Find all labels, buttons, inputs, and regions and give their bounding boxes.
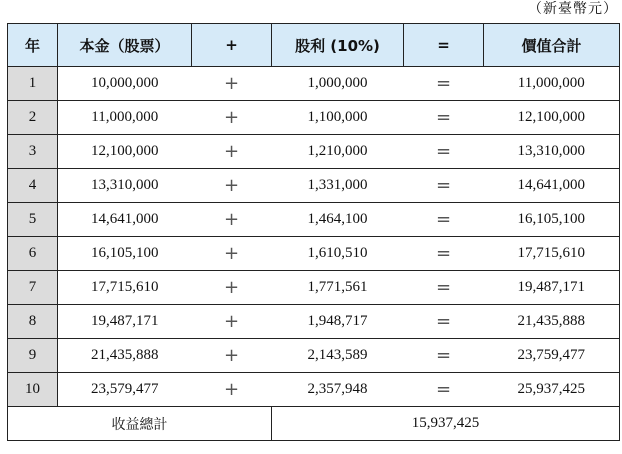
summary-value: 15,937,425 [272,407,620,441]
plus-sign: + [192,237,272,271]
year-cell: 5 [8,203,58,237]
plus-sign: + [192,271,272,305]
principal-cell: 12,100,000 [58,135,192,169]
header-principal: 本金（股票） [58,24,192,67]
table-row [8,169,620,203]
principal-cell: 23,579,477 [58,373,192,407]
plus-sign: + [192,339,272,373]
header-plus: + [192,24,272,67]
plus-sign: + [192,67,272,101]
table-row [8,339,620,373]
plus-sign: + [192,135,272,169]
equals-sign: = [404,169,484,203]
plus-sign: + [192,305,272,339]
table-row [8,373,620,407]
dividend-cell: 2,357,948 [272,373,404,407]
equals-sign: = [404,237,484,271]
equals-sign: = [404,67,484,101]
dividend-cell: 1,948,717 [272,305,404,339]
total-value-cell: 14,641,000 [484,169,620,203]
total-value-cell: 17,715,610 [484,237,620,271]
principal-cell: 16,105,100 [58,237,192,271]
header-year: 年 [8,24,58,67]
total-value-cell: 19,487,171 [484,271,620,305]
dividend-cell: 1,610,510 [272,237,404,271]
principal-cell: 10,000,000 [58,67,192,101]
header-equals: = [404,24,484,67]
equals-sign: = [404,339,484,373]
table-header-row [8,24,620,67]
year-cell: 2 [8,101,58,135]
equals-sign: = [404,373,484,407]
equals-sign: = [404,305,484,339]
total-value-cell: 23,759,477 [484,339,620,373]
total-value-cell: 12,100,000 [484,101,620,135]
table-row [8,101,620,135]
equals-sign: = [404,271,484,305]
year-cell: 1 [8,67,58,101]
principal-cell: 21,435,888 [58,339,192,373]
equals-sign: = [404,101,484,135]
total-value-cell: 21,435,888 [484,305,620,339]
total-value-cell: 25,937,425 [484,373,620,407]
year-cell: 10 [8,373,58,407]
summary-row [8,407,620,441]
currency-unit-note: （新臺幣元） [528,1,618,17]
plus-sign: + [192,203,272,237]
year-cell: 8 [8,305,58,339]
table-row [8,237,620,271]
table-row [8,203,620,237]
dividend-cell: 1,000,000 [272,67,404,101]
principal-cell: 11,000,000 [58,101,192,135]
plus-sign: + [192,373,272,407]
table-row [8,271,620,305]
header-total: 價值合計 [484,24,620,67]
dividend-cell: 1,210,000 [272,135,404,169]
principal-cell: 13,310,000 [58,169,192,203]
table-row [8,135,620,169]
total-value-cell: 13,310,000 [484,135,620,169]
principal-cell: 19,487,171 [58,305,192,339]
table-row [8,67,620,101]
equals-sign: = [404,135,484,169]
total-value-cell: 16,105,100 [484,203,620,237]
principal-cell: 14,641,000 [58,203,192,237]
year-cell: 9 [8,339,58,373]
year-cell: 7 [8,271,58,305]
dividend-compound-table [7,23,620,441]
year-cell: 6 [8,237,58,271]
equals-sign: = [404,203,484,237]
header-dividend: 股利 (10%) [272,24,404,67]
year-cell: 4 [8,169,58,203]
dividend-cell: 1,100,000 [272,101,404,135]
principal-cell: 17,715,610 [58,271,192,305]
total-value-cell: 11,000,000 [484,67,620,101]
year-cell: 3 [8,135,58,169]
plus-sign: + [192,101,272,135]
plus-sign: + [192,169,272,203]
table-body [8,67,620,407]
table-row [8,305,620,339]
dividend-cell: 2,143,589 [272,339,404,373]
dividend-cell: 1,331,000 [272,169,404,203]
dividend-cell: 1,464,100 [272,203,404,237]
dividend-cell: 1,771,561 [272,271,404,305]
summary-label: 收益總計 [8,407,272,441]
